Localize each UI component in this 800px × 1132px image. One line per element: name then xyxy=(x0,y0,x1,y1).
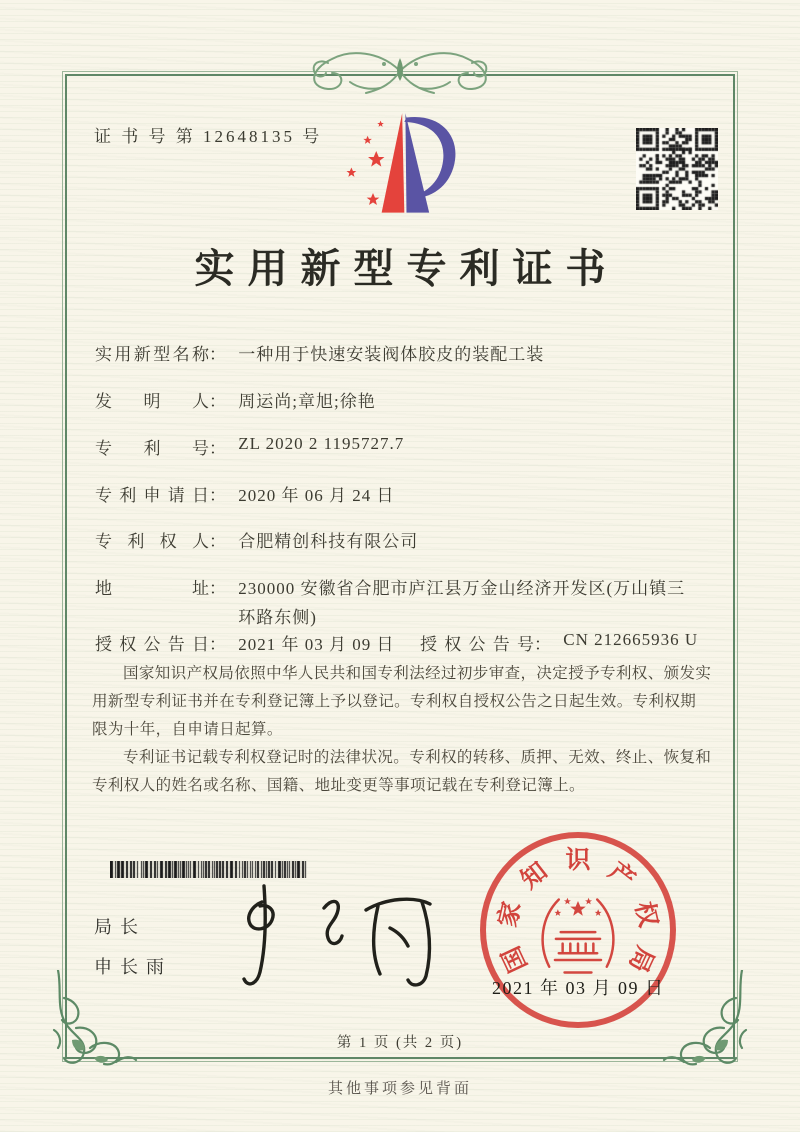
field-row-inventors xyxy=(95,387,376,412)
colon: ： xyxy=(534,635,551,654)
field-label: 专利号 xyxy=(95,439,209,458)
legal-paragraph: 专利证书记载专利权登记时的法律状况。专利权的转移、质押、无效、终止、恢复和专利权人的姓名或名称、国籍、地址变更等事项记载在专利登记簿上。 xyxy=(92,749,712,794)
legal-text xyxy=(92,660,712,800)
field-row-grant xyxy=(95,630,715,655)
back-note: 其他事项参见背面 xyxy=(327,1081,472,1097)
field-row-name xyxy=(95,340,544,365)
field-value: 230000 安徽省合肥市庐江县万金山经济开发区(万山镇三环路东侧) xyxy=(238,579,686,627)
colon: ： xyxy=(209,392,226,411)
field-label: 专利申请日 xyxy=(95,486,209,505)
field-value: 2021 年 03 月 09 日 xyxy=(238,635,395,654)
field-row-address xyxy=(95,574,690,632)
national-emblem-icon xyxy=(530,888,626,984)
colon: ： xyxy=(209,532,226,551)
director-signature-icon xyxy=(216,878,446,996)
seal-char: 知 xyxy=(515,856,553,894)
colon: ： xyxy=(209,345,226,364)
director-name: 申长雨 xyxy=(94,957,172,977)
field-label: 实用新型名称 xyxy=(95,345,209,364)
field-value: CN 212665936 U xyxy=(563,630,699,649)
field-row-patentee xyxy=(95,527,418,552)
seal-char: 权 xyxy=(629,898,663,930)
colon: ： xyxy=(209,579,226,598)
director-title: 局长 xyxy=(94,917,146,937)
certificate-title: 实用新型专利证书 xyxy=(194,246,619,291)
field-value: 一种用于快速安装阀体胶皮的装配工装 xyxy=(238,345,545,364)
field-row-filing-date xyxy=(95,481,395,506)
field-label: 授权公告号 xyxy=(420,635,534,654)
field-label: 地址 xyxy=(95,579,209,598)
barcode xyxy=(110,861,310,878)
colon: ： xyxy=(209,439,226,458)
field-label: 专利权人 xyxy=(95,532,209,551)
seal-char: 局 xyxy=(623,942,660,977)
field-label: 发明人 xyxy=(95,392,209,411)
field-value: 合肥精创科技有限公司 xyxy=(238,532,419,551)
field-value: 周运尚;章旭;徐艳 xyxy=(238,392,376,411)
seal-char: 识 xyxy=(565,846,591,874)
colon: ： xyxy=(209,486,226,505)
field-row-patent-number xyxy=(95,434,404,459)
seal-char: 家 xyxy=(493,898,527,930)
seal-char: 产 xyxy=(603,856,641,894)
cnipa-logo-icon xyxy=(340,110,460,218)
field-value: ZL 2020 2 1195727.7 xyxy=(238,434,405,453)
legal-paragraph: 国家知识产权局依照中华人民共和国专利法经过初步审查，决定授予专利权、颁发实用新型专利证书并在专利登记簿上予以登记。专利权自授权公告之日起生效。专利权期限为十年，自申请日起算。 xyxy=(92,665,712,738)
seal-char: 国 xyxy=(496,942,533,977)
page-number: 第 1 页 (共 2 页) xyxy=(336,1035,464,1051)
qr-code xyxy=(636,128,718,210)
colon: ： xyxy=(209,635,226,654)
field-label: 授权公告日 xyxy=(95,635,209,654)
certificate-number: 证 书 号 第 12648135 号 xyxy=(94,127,323,146)
field-value: 2020 年 06 月 24 日 xyxy=(238,486,395,505)
seal-date: 2021 年 03 月 09 日 xyxy=(492,978,665,998)
